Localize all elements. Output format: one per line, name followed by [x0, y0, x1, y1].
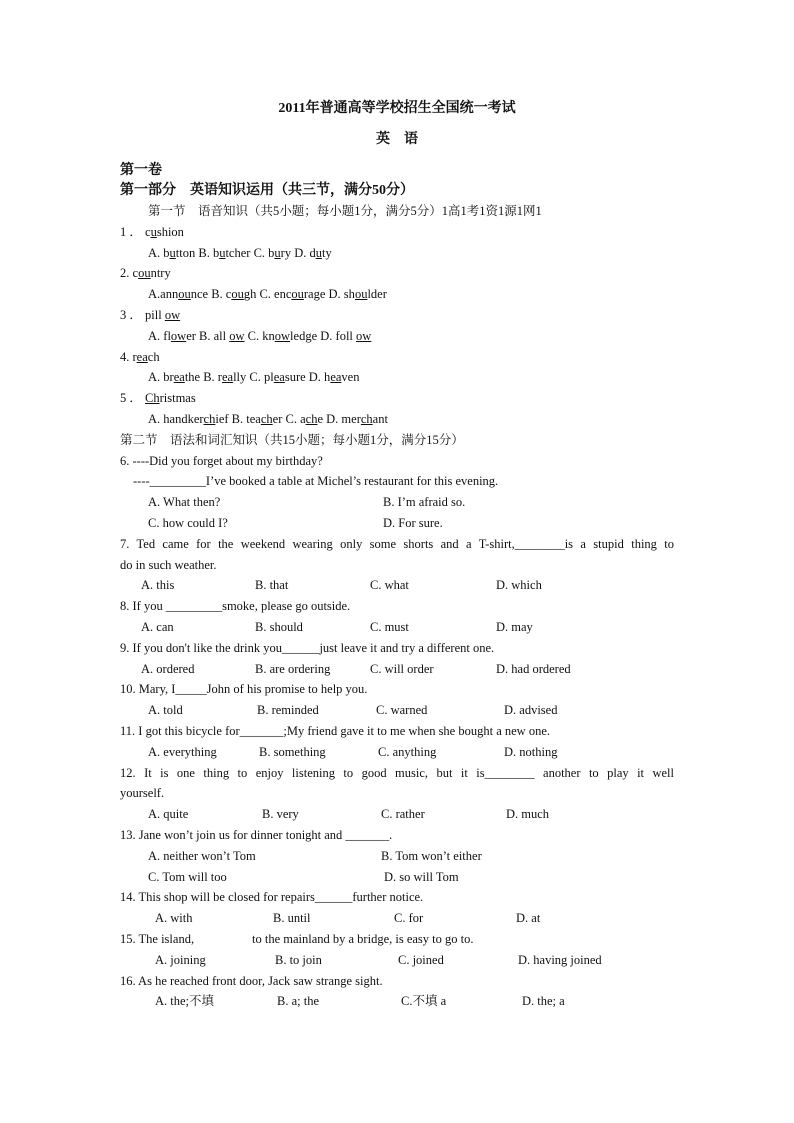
question-10-option-c: C. warned — [376, 703, 428, 717]
question-7-stem2: do in such weather. — [120, 558, 217, 572]
question-12-option-b: B. very — [262, 807, 299, 821]
question-16-option-d: D. the; a — [522, 994, 565, 1008]
question-10-option-a: A. told — [148, 703, 183, 717]
question-3-options: A. flower B. all ow C. knowledge D. foll ow — [148, 329, 372, 343]
question-1: 1 ． cushion — [120, 225, 184, 239]
question-8-option-d: D. may — [496, 620, 533, 634]
question-16-option-a: A. the;不填 — [155, 994, 215, 1008]
question-16-option-b: B. a; the — [277, 994, 320, 1008]
question-15-option-a: A. joining — [155, 953, 206, 967]
question-9-option-a: A. ordered — [141, 662, 195, 676]
question-12-option-a: A. quite — [148, 807, 189, 821]
question-7-stem: 7. Ted came for the weekend wearing only some shorts and a T-shirt,________is a stupid thing to — [120, 537, 674, 551]
question-8-option-b: B. should — [255, 620, 303, 634]
question-11-stem: 11. I got this bicycle for_______;My friend gave it to me when she bought a new one. — [120, 724, 550, 738]
question-6-stem: 6. ----Did you forget about my birthday? — [120, 454, 323, 468]
question-6-option-d: D. For sure. — [383, 516, 443, 530]
question-14-option-a: A. with — [155, 911, 193, 925]
question-7-option-c: C. what — [370, 578, 409, 592]
question-12-option-d: D. much — [506, 807, 550, 821]
question-4-options: A. breathe B. really C. pleasure D. heaven — [148, 370, 360, 384]
question-15-option-b: B. to join — [275, 953, 322, 967]
question-15-option-d: D. having joined — [518, 953, 602, 967]
question-8-option-c: C. must — [370, 620, 409, 634]
question-16-stem: 16. As he reached front door, Jack saw strange sight. — [120, 974, 383, 988]
question-15-option-c: C. joined — [398, 953, 444, 967]
question-14-option-b: B. until — [273, 911, 311, 925]
question-16-option-c: C.不填 a — [401, 994, 447, 1008]
question-10-stem: 10. Mary, I_____John of his promise to help you. — [120, 682, 368, 696]
question-13-stem: 13. Jane won’t join us for dinner tonight and _______. — [120, 828, 393, 842]
question-10-option-b: B. reminded — [257, 703, 319, 717]
question-15-stem-b: to the mainland by a bridge, is easy to go to. — [252, 932, 474, 946]
exam-title: 2011年普通高等学校招生全国统一考试 — [278, 101, 516, 116]
subject-title: 英 语 — [376, 132, 418, 147]
question-6-option-c: C. how could I? — [148, 516, 228, 530]
part1-heading: 第一部分 英语知识运用（共三节，满分50分） — [120, 183, 414, 198]
question-9-stem: 9. If you don't like the drink you______just leave it and try a different one. — [120, 641, 495, 655]
volume-heading: 第一卷 — [120, 163, 162, 178]
section2-heading: 第二节 语法和词汇知识（共15小题；每小题1分，满分15分） — [120, 433, 464, 447]
question-6-option-b: B. I’m afraid so. — [383, 495, 466, 509]
question-6-stem2: ----_________I’ve booked a table at Michel’s restaurant for this evening. — [133, 474, 499, 488]
question-12-stem: 12. It is one thing to enjoy listening to good music, but it is________ another to play it well — [120, 766, 674, 780]
question-11-option-b: B. something — [259, 745, 326, 759]
question-9-option-c: C. will order — [370, 662, 434, 676]
question-12-stem2: yourself. — [120, 786, 165, 800]
question-2-options: A.announce B. cough C. encourage D. shoulder — [148, 287, 387, 301]
question-6-option-a: A. What then? — [148, 495, 221, 509]
question-15-stem: 15. The island, — [120, 932, 195, 946]
question-9-option-d: D. had ordered — [496, 662, 571, 676]
question-11-option-d: D. nothing — [504, 745, 558, 759]
question-9-option-b: B. are ordering — [255, 662, 331, 676]
section1-heading: 第一节 语音知识（共5小题；每小题1分，满分5分）1高1考1资1源1网1 — [148, 204, 542, 218]
question-8-stem: 8. If you _________smoke, please go outside. — [120, 599, 351, 613]
question-2: 2. country — [120, 266, 171, 280]
question-5: 5 ． Christmas — [120, 391, 196, 405]
question-13-option-d: D. so will Tom — [384, 870, 459, 884]
question-1-options: A. button B. butcher C. bury D. duty — [148, 246, 332, 260]
question-14-option-c: C. for — [394, 911, 424, 925]
question-11-option-c: C. anything — [378, 745, 437, 759]
question-10-option-d: D. advised — [504, 703, 558, 717]
question-7-option-d: D. which — [496, 578, 542, 592]
question-13-option-c: C. Tom will too — [148, 870, 227, 884]
question-13-option-a: A. neither won’t Tom — [148, 849, 256, 863]
question-5-options: A. handkerchief B. teacher C. ache D. merchant — [148, 412, 388, 426]
question-11-option-a: A. everything — [148, 745, 217, 759]
question-13-option-b: B. Tom won’t either — [381, 849, 482, 863]
question-7-option-a: A. this — [141, 578, 175, 592]
question-12-option-c: C. rather — [381, 807, 425, 821]
question-3: 3 ． pill ow — [120, 308, 181, 322]
question-4: 4. reach — [120, 350, 160, 364]
question-7-option-b: B. that — [255, 578, 289, 592]
question-8-option-a: A. can — [141, 620, 174, 634]
question-14-option-d: D. at — [516, 911, 541, 925]
question-14-stem: 14. This shop will be closed for repairs______further notice. — [120, 890, 424, 904]
